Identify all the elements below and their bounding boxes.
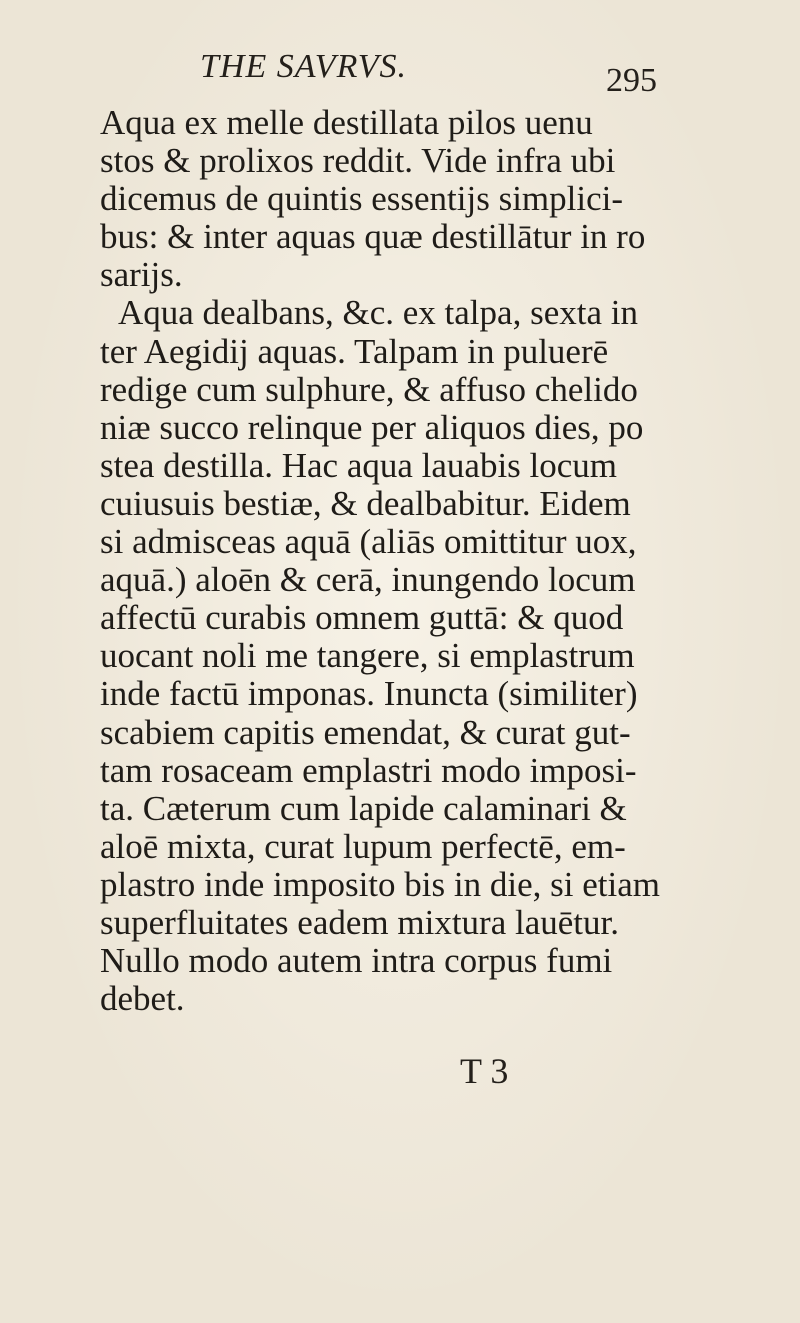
text-line: si admisceas aquā (aliās omittitur uox, bbox=[100, 522, 637, 562]
text-line: stos & prolixos reddit. Vide infra ubi bbox=[100, 141, 616, 181]
text-line: cuiusuis bestiæ, & dealbabitur. Eidem bbox=[100, 483, 631, 523]
text-line: ter Aegidij aquas. Talpam in puluerē bbox=[100, 331, 609, 371]
text-line: redige cum sulphure, & affuso chelido bbox=[100, 369, 638, 409]
text-line: inde factū imponas. Inuncta (similiter) bbox=[100, 674, 638, 714]
text-line: tam rosaceam emplastri modo imposi- bbox=[100, 750, 637, 790]
text-line: aquā.) aloēn & cerā, inungendo locum bbox=[100, 560, 636, 600]
page-number: 295 bbox=[606, 62, 657, 99]
text-line: aloē mixta, curat lupum perfectē, em- bbox=[100, 826, 626, 866]
text-line: stea destilla. Hac aqua lauabis locum bbox=[100, 445, 618, 485]
text-line: Nullo modo autem intra corpus fumi bbox=[100, 941, 613, 981]
text-line: ta. Cæterum cum lapide calaminari & bbox=[100, 788, 627, 828]
text-line: scabiem capitis emendat, & curat gut- bbox=[100, 712, 631, 752]
text-line: debet. bbox=[100, 979, 185, 1019]
text-line: dicemus de quintis essentijs simplici- bbox=[100, 179, 624, 219]
running-head: THE SAVRVS. bbox=[200, 48, 407, 85]
text-line: Aqua dealbans, &c. ex talpa, sexta in bbox=[118, 293, 638, 333]
text-line: sarijs. bbox=[100, 255, 183, 295]
text-line: superfluitates eadem mixtura lauētur. bbox=[100, 902, 619, 942]
text-line: bus: & inter aquas quæ destillātur in ro bbox=[100, 217, 646, 257]
text-line: affectū curabis omnem guttā: & quod bbox=[100, 598, 624, 638]
text-line: plastro inde imposito bis in die, si etiam bbox=[100, 864, 660, 904]
text-line: uocant noli me tangere, si emplastrum bbox=[100, 636, 635, 676]
text-line: Aqua ex melle destillata pilos uenu bbox=[100, 103, 593, 142]
text-line: niæ succo relinque per aliquos dies, po bbox=[100, 407, 644, 447]
body-text bbox=[100, 104, 720, 1018]
signature-mark: T 3 bbox=[460, 1051, 509, 1091]
